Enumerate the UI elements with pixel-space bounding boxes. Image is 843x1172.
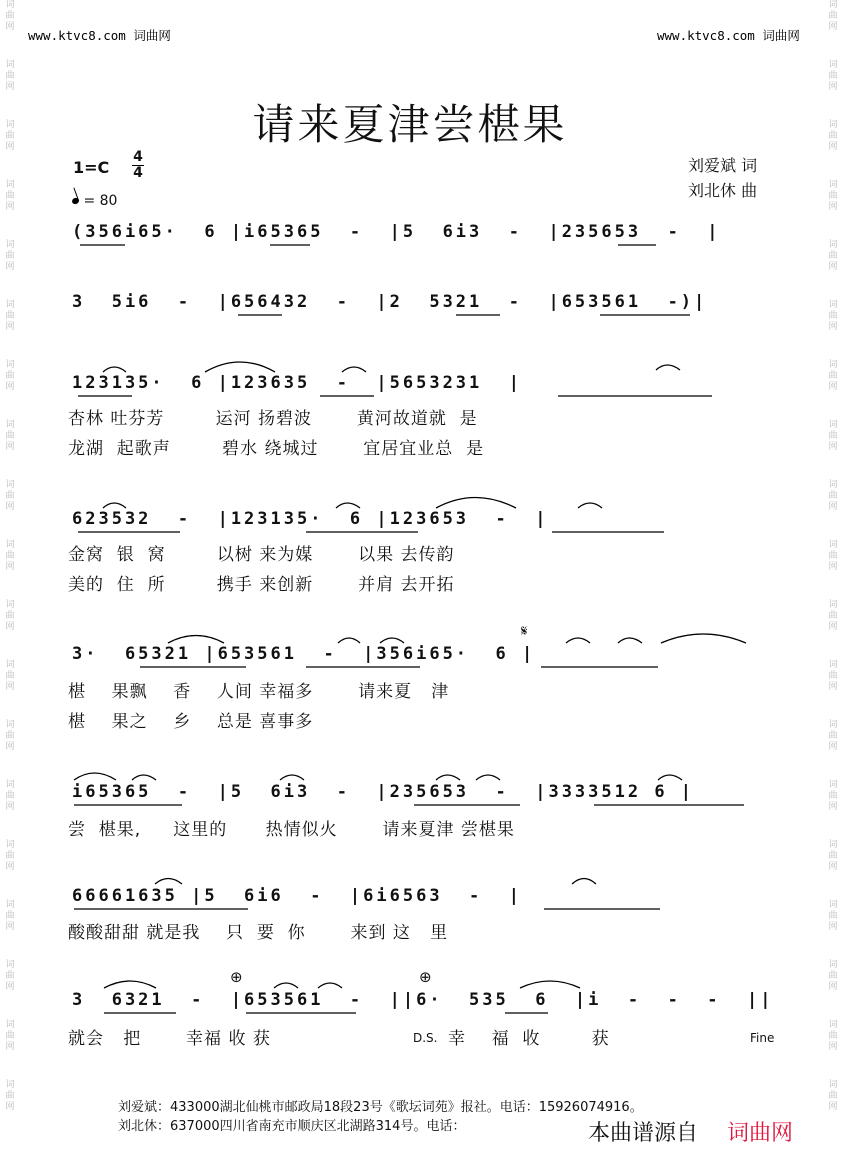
watermark-text: 词 曲 网 bbox=[828, 360, 838, 392]
song-title: 请来夏津尝椹果 bbox=[252, 100, 568, 149]
watermark-text: 词 曲 网 bbox=[5, 660, 15, 692]
watermark-text: 词 曲 网 bbox=[828, 720, 838, 752]
watermark-text: 词 曲 网 bbox=[5, 480, 15, 512]
slur bbox=[436, 775, 460, 780]
coda-icon: ⊕ bbox=[230, 968, 243, 986]
score-row-8: 3 6321 - |653561 - ||6· 535 6 |i - - - || bbox=[72, 990, 774, 1010]
watermark-text: 词 曲 网 bbox=[5, 540, 15, 572]
site-header-right[interactable]: www.ktvc8.com 词曲网 bbox=[657, 28, 800, 43]
footer-composer-address: 刘北休：637000四川省南充市顺庆区北湖路314号。电话： bbox=[118, 1119, 466, 1134]
time-top: 4 bbox=[133, 149, 143, 165]
slur bbox=[342, 367, 366, 372]
slur bbox=[380, 638, 404, 643]
watermark-text: 词 曲 网 bbox=[5, 900, 15, 932]
watermark-text: 词 曲 网 bbox=[828, 540, 838, 572]
lyric-row-8b: 幸 福 收 获 bbox=[448, 1029, 610, 1049]
watermark-text: 词 曲 网 bbox=[828, 300, 838, 332]
slur bbox=[132, 775, 156, 780]
lyric-row-4a: 金窝 银 窝 以树 来为媒 以果 去传韵 bbox=[68, 545, 455, 565]
lyric-row-5a: 椹 果飘 香 人间 幸福多 请来夏 津 bbox=[68, 682, 450, 702]
watermark-text: 词 曲 网 bbox=[828, 240, 838, 272]
lyricist-credit: 刘爱斌 词 bbox=[688, 156, 758, 175]
watermark-text: 词 曲 网 bbox=[5, 720, 15, 752]
watermark-text: 词 曲 网 bbox=[5, 360, 15, 392]
watermark-text: 词 曲 网 bbox=[828, 600, 838, 632]
slur bbox=[280, 775, 304, 780]
slur bbox=[74, 773, 116, 780]
watermark-text: 词 曲 网 bbox=[828, 840, 838, 872]
ds-marking: D.S. bbox=[413, 1031, 438, 1045]
lyric-row-7: 酸酸甜甜 就是我 只 要 你 来到 这 里 bbox=[68, 923, 449, 943]
segno-icon: 𝄋 bbox=[521, 622, 528, 640]
score-row-5: 3· 65321 |653561 - |356i65· 6 | bbox=[72, 644, 536, 664]
lyric-row-4b: 美的 住 所 携手 来创新 并肩 去开拓 bbox=[68, 575, 455, 595]
slur bbox=[566, 638, 590, 643]
watermark-text: 词 曲 网 bbox=[5, 960, 15, 992]
footer-lyricist-address: 刘爱斌：433000湖北仙桃市邮政局18段23号《歌坛词苑》报社。电话：15926074916。 bbox=[118, 1100, 643, 1115]
score-row-7: 66661635 |5 6i6 - |6i6563 - | bbox=[72, 886, 522, 906]
score-row-1: (356i65· 6 |i65365 - |5 6i3 - |235653 - | bbox=[72, 222, 721, 242]
score-row-3: 123135· 6 |123635 - |5653231 | bbox=[72, 373, 522, 393]
score-row-6: i65365 - |5 6i3 - |235653 - |3333512 6 | bbox=[72, 782, 695, 802]
slur bbox=[274, 983, 298, 988]
watermark-text: 词 曲 网 bbox=[828, 120, 838, 152]
watermark-text: 词 曲 网 bbox=[5, 120, 15, 152]
watermark-text: 词 曲 网 bbox=[828, 780, 838, 812]
watermark-text: 词 曲 网 bbox=[828, 420, 838, 452]
watermark-text: 词 曲 网 bbox=[828, 900, 838, 932]
source-label: 本曲谱源自 bbox=[588, 1121, 699, 1146]
watermark-text: 词 曲 网 bbox=[5, 60, 15, 92]
time-bottom: 4 bbox=[133, 165, 143, 181]
slur bbox=[656, 365, 680, 370]
watermark-text: 词 曲 网 bbox=[828, 60, 838, 92]
slur bbox=[578, 503, 602, 508]
lyric-row-5b: 椹 果之 乡 总是 喜事多 bbox=[68, 712, 314, 732]
watermark-text: 词 曲 网 bbox=[5, 300, 15, 332]
lyric-row-6: 尝 椹果, 这里的 热情似火 请来夏津 尝椹果 bbox=[68, 820, 515, 840]
slur bbox=[661, 634, 746, 643]
watermark-text: 词 曲 网 bbox=[828, 1080, 838, 1112]
slur bbox=[205, 362, 275, 372]
watermark-text: 词 曲 网 bbox=[5, 0, 15, 32]
key-signature: 1=C bbox=[73, 158, 110, 177]
slur bbox=[336, 503, 360, 508]
slur bbox=[338, 638, 360, 643]
lyric-row-3b: 龙湖 起歌声 碧水 绕城过 宜居宜业总 是 bbox=[68, 439, 485, 459]
watermark-text: 词 曲 网 bbox=[828, 480, 838, 512]
watermark-text: 词 曲 网 bbox=[5, 1080, 15, 1112]
slur bbox=[155, 879, 182, 885]
slur bbox=[103, 367, 126, 372]
score-row-4: 623532 - |123135· 6 |123653 - | bbox=[72, 509, 549, 529]
slur bbox=[103, 503, 126, 508]
watermark-text: 词 曲 网 bbox=[5, 840, 15, 872]
slur bbox=[168, 636, 224, 644]
slur bbox=[572, 879, 596, 885]
slur bbox=[436, 498, 516, 509]
tempo-value: = 80 bbox=[83, 193, 118, 209]
slur bbox=[520, 981, 580, 988]
watermark-text: 词 曲 网 bbox=[5, 180, 15, 212]
slur bbox=[618, 638, 642, 643]
fine-marking: Fine bbox=[750, 1031, 775, 1045]
coda-icon: ⊕ bbox=[419, 968, 432, 986]
watermark-text: 词 曲 网 bbox=[828, 660, 838, 692]
slur bbox=[658, 775, 682, 780]
watermark-text: 词 曲 网 bbox=[5, 780, 15, 812]
watermark-text: 词 曲 网 bbox=[828, 1020, 838, 1052]
site-header-left[interactable]: www.ktvc8.com 词曲网 bbox=[28, 28, 171, 43]
slur bbox=[476, 775, 500, 780]
watermark-text: 词 曲 网 bbox=[828, 960, 838, 992]
watermark-text: 词 曲 网 bbox=[5, 1020, 15, 1052]
score-row-2: 3 5i6 - |656432 - |2 5321 - |653561 -)| bbox=[72, 292, 708, 312]
slur bbox=[104, 981, 156, 988]
watermark-text: 词 曲 网 bbox=[828, 0, 838, 32]
watermark-text: 词 曲 网 bbox=[828, 180, 838, 212]
composer-credit: 刘北休 曲 bbox=[688, 181, 758, 200]
watermark-text: 词 曲 网 bbox=[5, 600, 15, 632]
lyric-row-8a: 就会 把 幸福 收 获 bbox=[68, 1029, 271, 1049]
watermark-text: 词 曲 网 bbox=[5, 240, 15, 272]
slur bbox=[318, 983, 342, 988]
watermark-text: 词 曲 网 bbox=[5, 420, 15, 452]
source-site-link[interactable]: 词曲网 bbox=[727, 1121, 794, 1146]
lyric-row-3a: 杏林 吐芬芳 运河 扬碧波 黄河故道就 是 bbox=[68, 409, 478, 429]
